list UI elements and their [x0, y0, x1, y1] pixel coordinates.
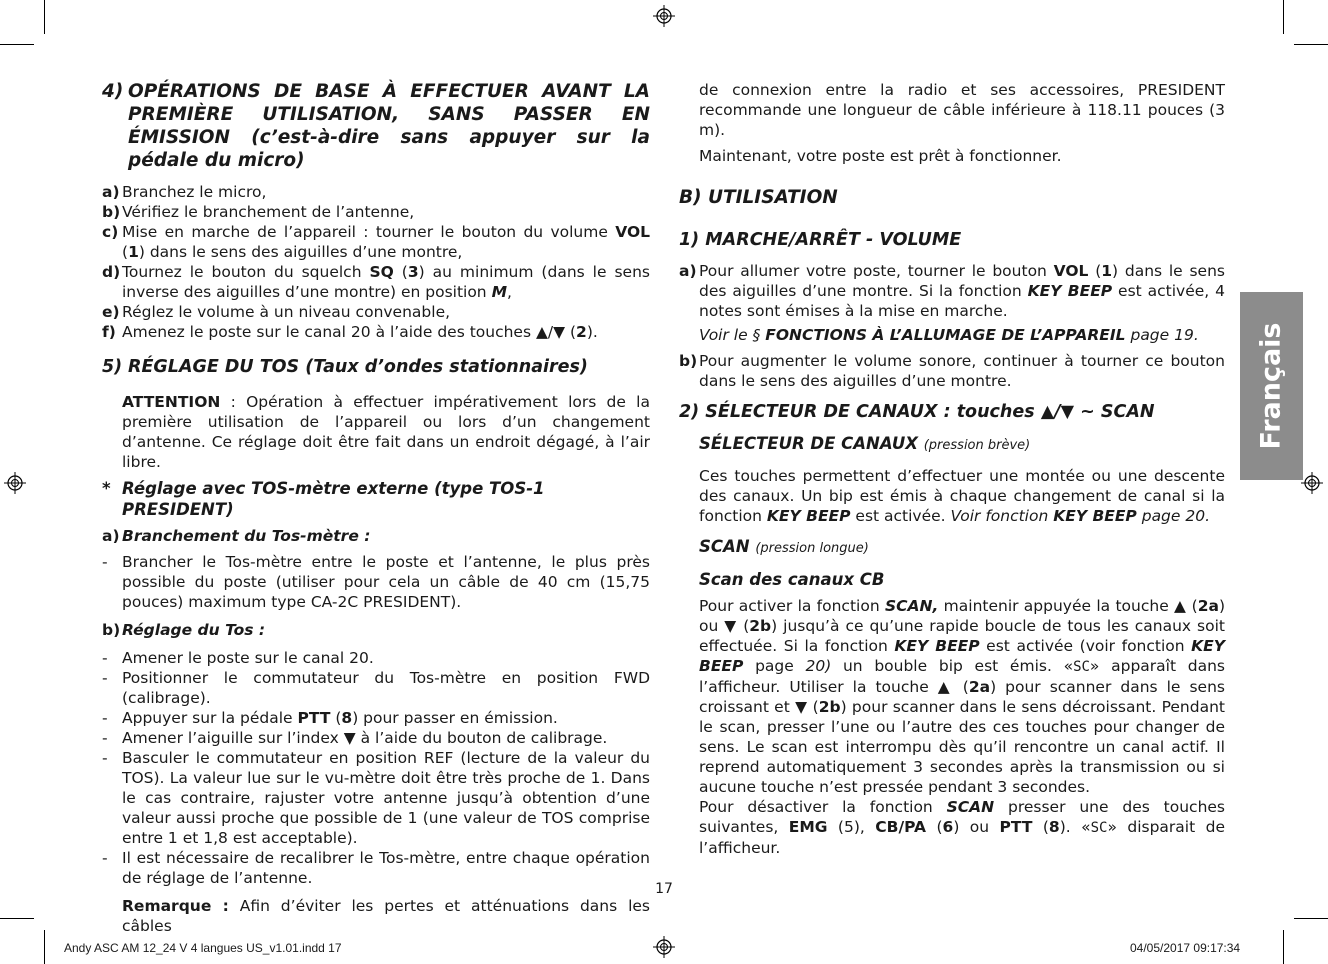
- registration-mark-icon: [1301, 472, 1323, 494]
- subheading-adjustment: b) Réglage du Tos :: [102, 621, 266, 639]
- subheading-scan: SCAN (pression longue): [699, 537, 869, 556]
- see-also-note: Voir le § FONCTIONS À L’ALLUMAGE DE L’APPAREIL page 19.: [699, 326, 1199, 344]
- selector-paragraph: Ces touches permettent d’effectuer une montée ou une descente des canaux. Un bip est émis à chaque changement de canal si la fonction KEY BEEP est activée. Voir fonction KEY BEEP page 20.: [699, 467, 1225, 525]
- scan-off-paragraph: Pour désactiver la fonction SCAN presser une des touches suivantes, EMG (5), CB/PA (6) ou PTT (8). «SC» disparait de l’afficheur.: [699, 798, 1226, 857]
- list-item: - Appuyer sur la pédale PTT (8) pour passer en émission.: [102, 709, 558, 727]
- language-tab: Français: [1240, 292, 1303, 480]
- crop-mark: [44, 930, 45, 964]
- subheading-scan-cb: Scan des canaux CB: [699, 570, 885, 589]
- list-item: b) Vérifiez le branchement de l’antenne,: [102, 203, 415, 221]
- lcd-sc-icon: SC: [1073, 659, 1090, 675]
- right-column: [679, 80, 1225, 858]
- list-item: d) Tournez le bouton du squelch SQ (3) au minimum (dans le sens inverse des aiguilles d’une montre) en position M,: [102, 263, 650, 301]
- lcd-sc-icon: SC: [1090, 820, 1108, 836]
- scan-paragraph: Pour activer la fonction SCAN, maintenir appuyée la touche ▲ (2a) ou ▼ (2b) jusqu’à ce qu’une rapide boucle de tous les canaux soit effectuée. Si la fonction KEY BEEP est activée (voir fonction KEY BEEP page 20) un bouble bip est émis. «SC» apparaît dans l’afficheur. Utiliser la touche ▲ (2a) pour scanner dans le sens croissant et ▼ (2b) pour scanner dans le sens décroissant. Pendant le scan, presser l’une ou l’autre des ces touches pour changer de sens. Le scan est interrompu dès qu’il rencontre un canal actif. Il reprend automatiquement 3 secondes après la transmission ou si aucune touche n’est pressée pendant 3 secondes.: [699, 597, 1225, 796]
- list-item: - Il est nécessaire de recalibrer le Tos-mètre, entre chaque opération de réglage de l’antenne.: [102, 849, 650, 887]
- crop-mark: [0, 44, 34, 45]
- list-item: a) Pour allumer votre poste, tourner le bouton VOL (1) dans le sens des aiguilles d’une montre. Si la fonction KEY BEEP est activée, 4 notes sont émises à la mise en marche.: [679, 262, 1225, 320]
- list-item: - Positionner le commutateur du Tos-mètre en position FWD (calibrage).: [102, 669, 650, 707]
- continued-paragraph: de connexion entre la radio et ses accessoires, PRESIDENT recommande une longueur de câble inférieure à 118.11 pouces (3 m).: [699, 81, 1225, 139]
- crop-mark: [1283, 930, 1284, 964]
- crop-mark: [44, 0, 45, 34]
- crop-mark: [1294, 918, 1328, 919]
- list-item: - Amener l’aiguille sur l’index ▼ à l’aide du bouton de calibrage.: [102, 729, 608, 747]
- footer-file-info: Andy ASC AM 12_24 V 4 langues US_v1.01.indd 17: [64, 941, 342, 955]
- section-5-heading: 5) RÉGLAGE DU TOS (Taux d’ondes stationnaires): [102, 357, 588, 377]
- list-item: - Basculer le commutateur en position REF (lecture de la valeur du TOS). La valeur lue sur le vu-mètre doit être très proche de 1. Dans le cas contraire, rajuster votre antenne jusqu’à obtention d’une valeur aussi proche que possible de 1 (une valeur de TOS comprise entre 1 et 1,8 est acceptable).: [102, 749, 650, 847]
- crop-mark: [1294, 44, 1328, 45]
- list-item: a) Branchez le micro,: [102, 183, 267, 201]
- list-item: - Brancher le Tos-mètre entre le poste et l’antenne, le plus près possible du poste (utiliser pour cela un câble de 40 cm (15,75 pouces) maximum type CA-2C PRESIDENT).: [102, 553, 650, 611]
- section-b-heading: B) UTILISATION: [679, 187, 838, 208]
- page-number: 17: [655, 881, 673, 897]
- footer-timestamp: 04/05/2017 09:17:34: [1130, 941, 1241, 955]
- registration-mark-icon: [653, 5, 675, 27]
- list-item: - Amener le poste sur le canal 20.: [102, 649, 374, 667]
- crop-mark: [0, 918, 34, 919]
- attention-paragraph: ATTENTION : Opération à effectuer impérativement lors de la première utilisation de l’appareil ou lors d’un changement d’antenne. Ce réglage doit être fait dans un endroit dégagé, à l’air libre.: [122, 393, 650, 471]
- crop-mark: [1283, 0, 1284, 34]
- section-1-heading: 1) MARCHE/ARRÊT - VOLUME: [679, 230, 962, 250]
- subheading-external-meter: * Réglage avec TOS-mètre externe (type TOS-1 PRESIDENT): [102, 479, 545, 519]
- subheading-channel-selector: SÉLECTEUR DE CANAUX (pression brève): [699, 434, 1031, 453]
- list-item: f) Amenez le poste sur le canal 20 à l’aide des touches ▲/▼ (2).: [102, 323, 598, 341]
- subheading-connection: a) Branchement du Tos-mètre :: [102, 527, 371, 545]
- left-column: [102, 80, 650, 936]
- registration-mark-icon: [653, 936, 675, 958]
- arrow-down-icon: ▼: [343, 729, 356, 747]
- arrow-up-down-icon: ▲/▼: [535, 323, 566, 341]
- list-item: e) Réglez le volume à un niveau convenable,: [102, 303, 451, 321]
- list-item: c) Mise en marche de l’appareil : tourner le bouton du volume VOL (1) dans le sens des aiguilles d’une montre,: [102, 223, 650, 261]
- registration-mark-icon: [4, 472, 26, 494]
- ready-paragraph: Maintenant, votre poste est prêt à fonctionner.: [699, 147, 1062, 165]
- section-4-heading: 4) OPÉRATIONS DE BASE À EFFECTUER AVANT LA PREMIÈRE UTILISATION, SANS PASSER EN ÉMISSION (c’est-à-dire sans appuyer sur la pédale du micro): [102, 81, 650, 171]
- section-2-heading: 2) SÉLECTEUR DE CANAUX : touches ▲/▼ ~ SCAN: [679, 402, 1155, 422]
- list-item: b) Pour augmenter le volume sonore, continuer à tourner ce bouton dans le sens des aiguilles d’une montre.: [679, 352, 1225, 390]
- remark-paragraph: Remarque : Afin d’éviter les pertes et atténuations dans les câbles: [122, 897, 650, 935]
